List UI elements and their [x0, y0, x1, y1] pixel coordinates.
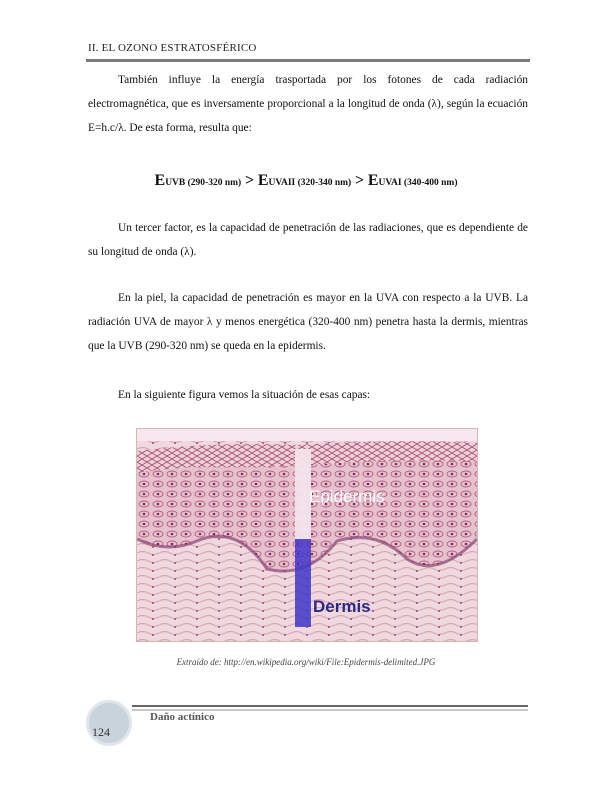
- skin-layers-figure: [136, 428, 478, 642]
- figure-caption: Extraído de: http://en.wikipedia.org/wiki/File:Epidermis-delimited.JPG: [176, 657, 436, 667]
- footer-rule: [132, 705, 528, 707]
- eq-gt2: >: [354, 172, 365, 189]
- page-number: 124: [92, 725, 110, 739]
- eq-s2: UVAII (320-340 nm): [268, 178, 352, 188]
- dermis-label: Dermis: [313, 597, 371, 616]
- epidermis-label: Epidermis: [309, 487, 385, 506]
- paragraph-4-text: En la siguiente figura vemos la situación de esas capas:: [118, 389, 371, 401]
- eq-gt1: >: [244, 172, 255, 189]
- footer-section-title: Daño actínico: [150, 711, 215, 723]
- skin-histology-image: [137, 429, 477, 641]
- paragraph-3: [88, 286, 528, 358]
- paragraph-1-text: También influye la energía trasportada por los fotones de cada radiación electromagnética, que es inversamente proporcional a la longitud de onda (λ), según la ecuación E=h.c/λ. De esta forma, resulta que:: [88, 74, 528, 134]
- paragraph-4: [88, 383, 528, 407]
- paragraph-3-text: En la piel, la capacidad de penetración es mayor en la UVA con respecto a la UVB. La radiación UVA de mayor λ y menos energética (320-400 nm) penetra hasta la dermis, mientras que la UVB (290-320 nm) se queda en la epidermis.: [88, 292, 528, 352]
- eq-s1: UVB (290-320 nm): [165, 178, 242, 188]
- eq-s3: UVAI (340-400 nm): [378, 178, 458, 188]
- energy-equation: [0, 172, 612, 190]
- paragraph-1: [88, 68, 528, 140]
- header-rule: [86, 59, 530, 62]
- paragraph-2-text: Un tercer factor, es la capacidad de penetración de las radiaciones, que es dependiente de su longitud de onda (λ).: [88, 222, 528, 258]
- paragraph-2: [88, 216, 528, 264]
- eq-e1: E: [154, 172, 166, 189]
- eq-e3: E: [367, 172, 379, 189]
- running-header: II. EL OZONO ESTRATOSFÉRICO: [88, 42, 257, 54]
- eq-e2: E: [257, 172, 269, 189]
- dermis-bar: [295, 539, 311, 627]
